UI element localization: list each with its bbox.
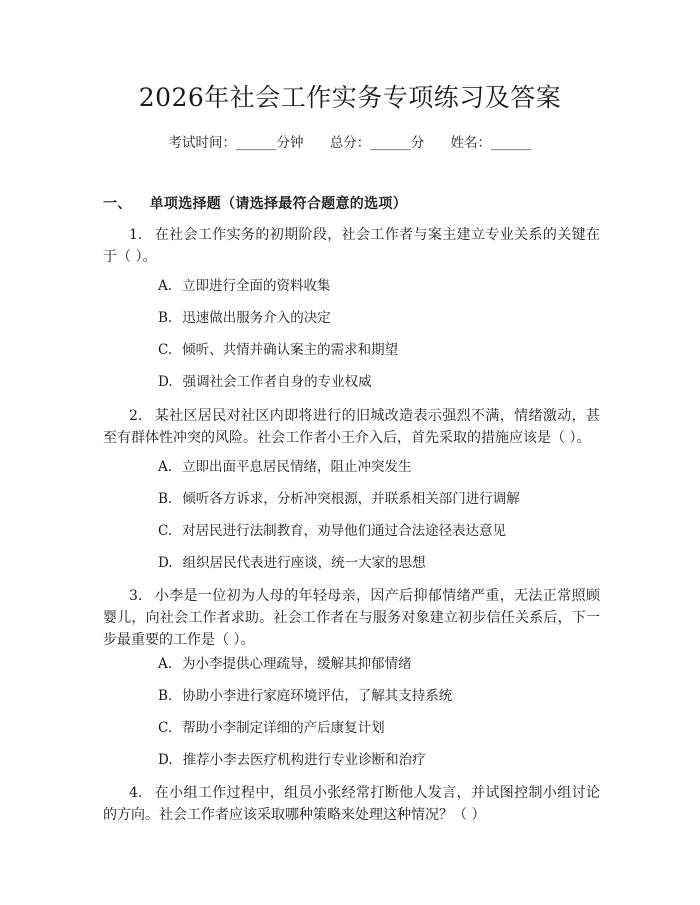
option-text: 协助小李进行家庭环境评估，了解其支持系统 <box>182 688 453 704</box>
option-letter: C. <box>158 720 173 736</box>
option-text: 立即出面平息居民情绪，阻止冲突发生 <box>182 459 412 475</box>
q2-option-b[interactable] <box>158 489 520 509</box>
question-number: 1. <box>129 227 143 243</box>
option-letter: A. <box>158 459 173 475</box>
question-2 <box>103 405 600 449</box>
option-letter: A. <box>158 656 173 672</box>
question-number: 2. <box>129 408 143 424</box>
option-text: 迅速做出服务介入的决定 <box>182 310 331 326</box>
page-title: 2026年社会工作实务专项练习及答案 <box>138 83 562 112</box>
question-number: 4. <box>129 785 143 801</box>
q3-option-c[interactable] <box>158 718 385 738</box>
option-text: 立即进行全面的资料收集 <box>182 278 331 294</box>
option-letter: D. <box>158 374 173 390</box>
student-name-field: 姓名：______ <box>450 135 532 151</box>
option-text: 组织居民代表进行座谈，统一大家的思想 <box>182 555 426 571</box>
question-text: 在小组工作过程中，组员小张经常打断他人发言，并试图控制小组讨论的方向。社会工作者应该采取哪种策略来处理这种情况？（ ） <box>103 785 600 823</box>
section-heading <box>103 193 407 213</box>
question-text: 某社区居民对社区内即将进行的旧城改造表示强烈不满，情绪激动，甚至有群体性冲突的风险。社会工作者小王介入后，首先采取的措施应该是（ ）。 <box>103 408 600 446</box>
option-letter: D. <box>158 555 173 571</box>
q3-option-a[interactable] <box>158 654 412 674</box>
question-4 <box>103 782 600 826</box>
section-label: 单项选择题（请选择最符合题意的选项） <box>149 196 408 212</box>
q1-option-b[interactable] <box>158 308 331 328</box>
option-letter: A. <box>158 278 173 294</box>
option-text: 为小李提供心理疏导，缓解其抑郁情绪 <box>182 656 412 672</box>
question-3 <box>103 585 600 651</box>
q2-option-c[interactable] <box>158 521 506 541</box>
question-1 <box>103 224 600 268</box>
option-text: 对居民进行法制教育，劝导他们通过合法途径表达意见 <box>182 523 507 539</box>
q1-option-c[interactable] <box>158 340 398 360</box>
option-text: 倾听、共情并确认案主的需求和期望 <box>182 342 399 358</box>
question-number: 3. <box>129 588 143 604</box>
q2-option-a[interactable] <box>158 457 412 477</box>
option-text: 推荐小李去医疗机构进行专业诊断和治疗 <box>182 752 426 768</box>
option-letter: D. <box>158 752 173 768</box>
question-text: 在社会工作实务的初期阶段，社会工作者与案主建立专业关系的关键在于（ ）。 <box>103 227 600 265</box>
q3-option-d[interactable] <box>158 750 426 770</box>
option-letter: B. <box>158 310 173 326</box>
option-letter: B. <box>158 491 173 507</box>
exam-time-field: 考试时间：______分钟 <box>168 135 304 151</box>
total-score-field: 总分：______分 <box>329 135 425 151</box>
option-letter: C. <box>158 523 173 539</box>
option-letter: C. <box>158 342 173 358</box>
q1-option-a[interactable] <box>158 276 331 296</box>
option-text: 倾听各方诉求，分析冲突根源，并联系相关部门进行调解 <box>182 491 520 507</box>
option-text: 强调社会工作者自身的专业权威 <box>182 374 372 390</box>
q1-option-d[interactable] <box>158 372 372 392</box>
q2-option-d[interactable] <box>158 553 426 573</box>
question-text: 小李是一位初为人母的年轻母亲，因产后抑郁情绪严重，无法正常照顾婴儿，向社会工作者求助。社会工作者在与服务对象建立初步信任关系后，下一步最重要的工作是（ ）。 <box>103 588 600 648</box>
option-text: 帮助小李制定详细的产后康复计划 <box>182 720 385 736</box>
exam-meta <box>0 131 700 151</box>
section-number: 一、 <box>103 196 132 212</box>
q3-option-b[interactable] <box>158 686 452 706</box>
option-letter: B. <box>158 688 173 704</box>
